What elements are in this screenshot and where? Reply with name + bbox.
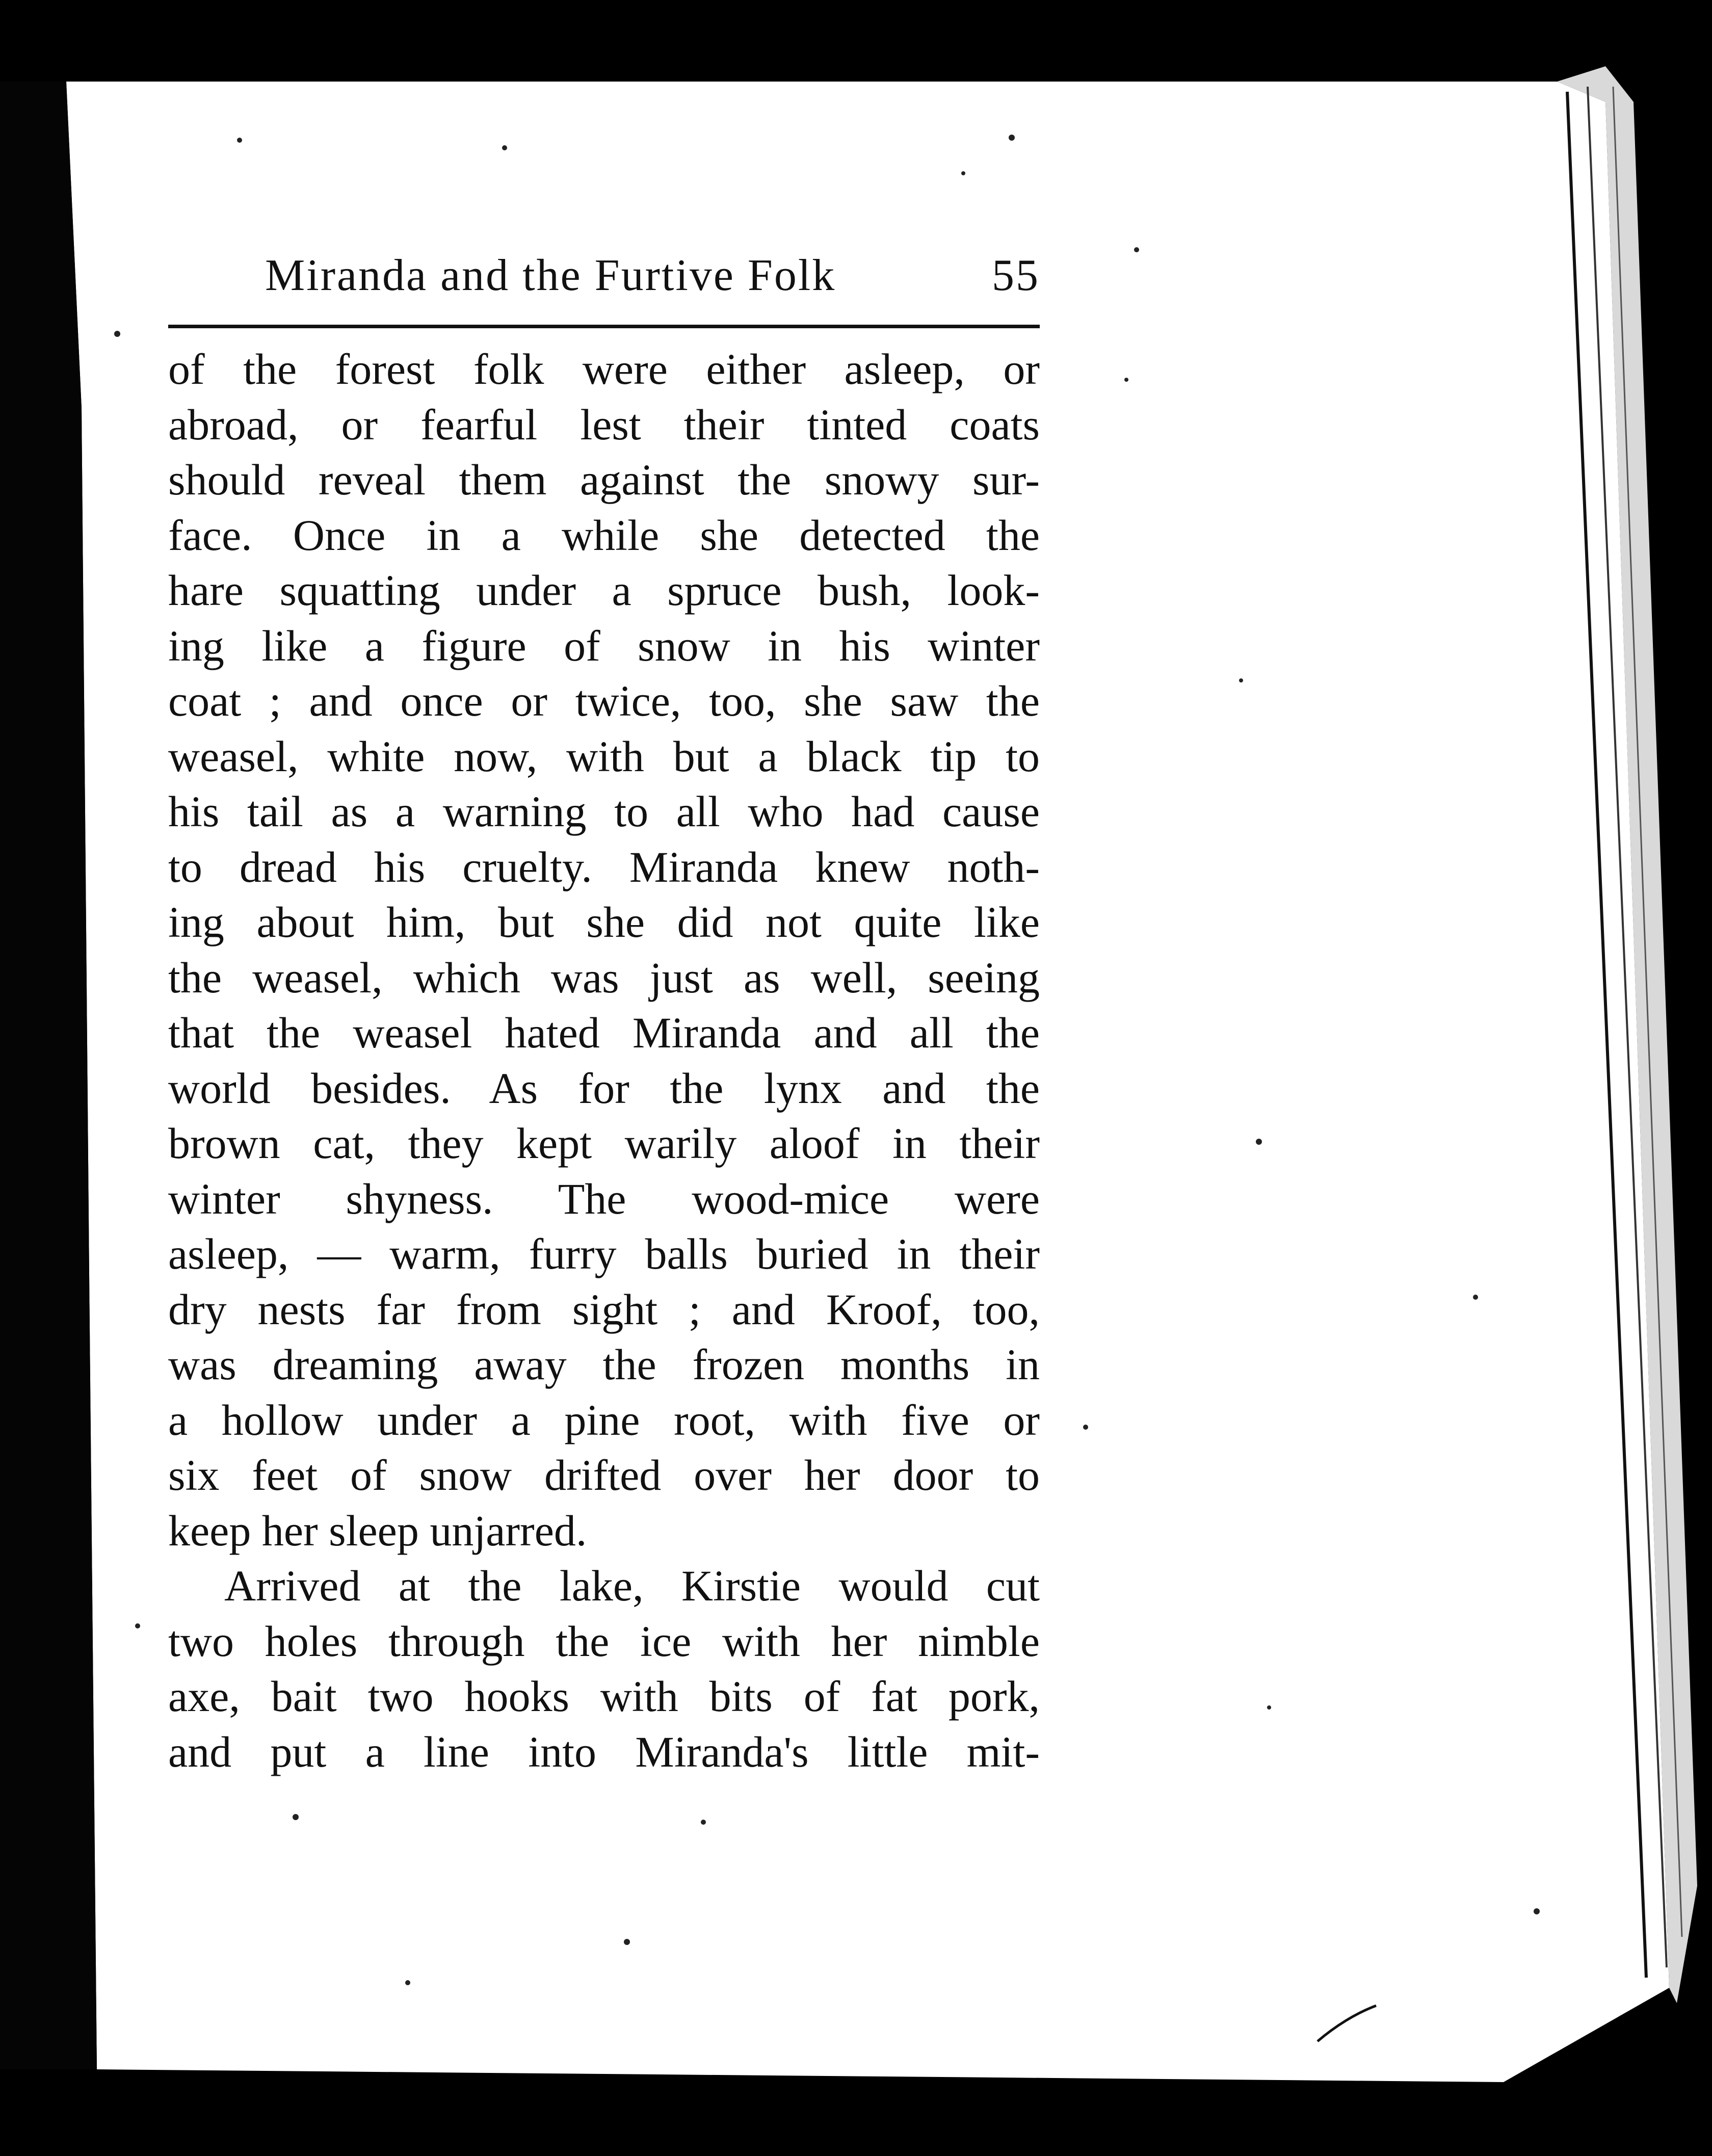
paragraph-first-line: Arrived at the lake, Kirstie would cut bbox=[224, 1561, 1040, 1610]
text-line: to dread his cruelty. Miranda knew noth- bbox=[168, 842, 1040, 891]
text-line: dry nests far from sight ; and Kroof, too, bbox=[168, 1284, 1040, 1334]
text-line: a hollow under a pine root, with five or bbox=[168, 1395, 1040, 1444]
text-line: his tail as a warning to all who had cause bbox=[168, 787, 1040, 836]
dust-speck bbox=[1009, 135, 1015, 141]
dust-speck bbox=[1256, 1139, 1262, 1145]
header-rule bbox=[168, 325, 1040, 328]
text-line: two holes through the ice with her nimble bbox=[168, 1616, 1040, 1666]
text-line: that the weasel hated Miranda and all the bbox=[168, 1008, 1040, 1057]
dust-speck bbox=[1239, 678, 1243, 682]
dust-speck bbox=[1083, 1425, 1088, 1430]
text-line: brown cat, they kept warily aloof in their bbox=[168, 1119, 1040, 1168]
paragraph-last-line: keep her sleep unjarred. bbox=[168, 1506, 587, 1555]
dust-speck bbox=[1267, 1705, 1271, 1710]
page-number: 55 bbox=[992, 251, 1040, 300]
text-line: world besides. As for the lynx and the bbox=[168, 1063, 1040, 1113]
running-title: Miranda and the Furtive Folk bbox=[265, 251, 836, 300]
running-head bbox=[168, 240, 1040, 316]
dust-speck bbox=[1134, 247, 1139, 252]
text-line: should reveal them against the snowy sur- bbox=[168, 455, 1040, 504]
dust-speck bbox=[502, 145, 507, 150]
dust-speck bbox=[114, 331, 120, 337]
dust-speck bbox=[1534, 1908, 1540, 1914]
text-line: axe, bait two hooks with bits of fat pork, bbox=[168, 1672, 1040, 1721]
text-line: the weasel, which was just as well, seeing bbox=[168, 953, 1040, 1002]
dust-speck bbox=[293, 1814, 299, 1820]
dust-speck bbox=[1473, 1295, 1478, 1300]
body-text bbox=[168, 341, 1040, 1779]
text-line: ing about him, but she did not quite like bbox=[168, 898, 1040, 946]
dust-speck bbox=[624, 1939, 630, 1945]
text-line: coat ; and once or twice, too, she saw the bbox=[168, 676, 1040, 725]
text-line: asleep, — warm, furry balls buried in their bbox=[168, 1229, 1040, 1278]
text-line: of the forest folk were either asleep, or bbox=[168, 345, 1040, 393]
dust-speck bbox=[237, 138, 242, 143]
dust-speck bbox=[1124, 378, 1128, 382]
dust-speck bbox=[405, 1980, 410, 1985]
text-line: winter shyness. The wood-mice were bbox=[168, 1174, 1040, 1223]
text-line: six feet of snow drifted over her door to bbox=[168, 1451, 1040, 1500]
dust-speck bbox=[701, 1820, 706, 1825]
text-line: ing like a figure of snow in his winter bbox=[168, 621, 1040, 670]
dust-speck bbox=[961, 171, 965, 175]
text-line: was dreaming away the frozen months in bbox=[168, 1340, 1040, 1389]
dust-speck bbox=[135, 1623, 140, 1628]
text-line: abroad, or fearful lest their tinted coats bbox=[168, 400, 1040, 449]
text-line: weasel, white now, with but a black tip to bbox=[168, 731, 1040, 781]
text-line: and put a line into Miranda's little mit- bbox=[168, 1727, 1040, 1776]
text-block bbox=[168, 240, 1040, 1776]
text-line: hare squatting under a spruce bush, look- bbox=[168, 566, 1040, 615]
text-line: face. Once in a while she detected the bbox=[168, 510, 1040, 560]
